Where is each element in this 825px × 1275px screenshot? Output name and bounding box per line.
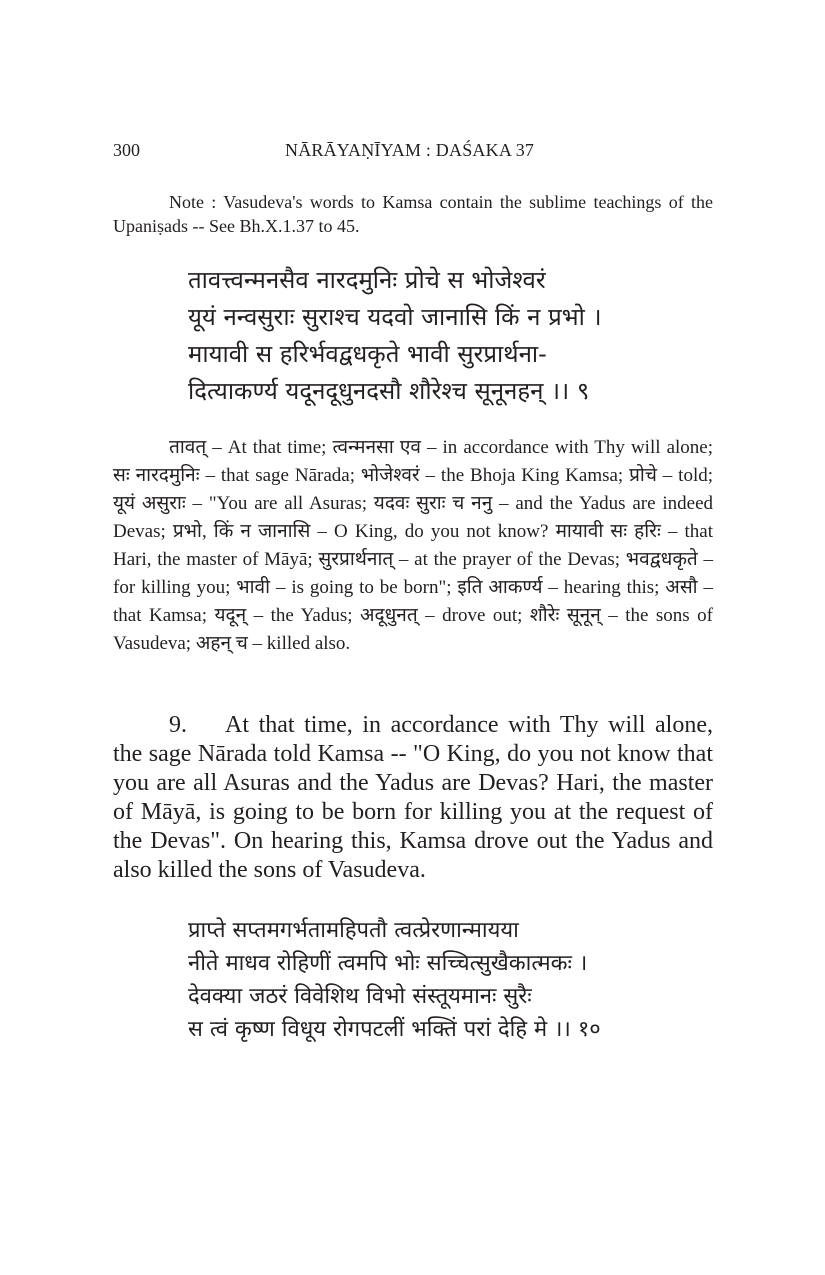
running-title: NĀRĀYAṆĪYAM : DAŚAKA 37 <box>285 140 535 160</box>
page-number: 300 <box>113 140 140 160</box>
verse-line: देवक्या जठरं विवेशिथ विभो संस्तूयमानः सुरैः <box>188 984 532 1009</box>
verse-line: तावत्त्वन्मनसैव नारदमुनिः प्रोचे स भोजेश्वरं <box>188 266 546 294</box>
translation-text: At that time, in accordance with Thy will alone, the sage Nārada told Kamsa -- "O King, do you not know that you are all Asuras and the Yadus are Devas? Hari, the master of Māyā, is going to be born for killing you at the request of the Devas". On hearing this, Kamsa drove out the Yadus and also killed the sons of Vasudeva. <box>113 712 713 883</box>
sanskrit-verse-10 <box>188 914 748 1046</box>
verse-line: स त्वं कृष्ण विधूय रोगपटलीं भक्तिं परां देहि मे ।। १० <box>188 1017 601 1042</box>
translation-paragraph <box>113 711 713 885</box>
note-paragraph: Note : Vasudeva's words to Kamsa contain the sublime teachings of the Upaniṣads -- See Bh.X.1.37 to 45. <box>113 192 713 236</box>
page-header <box>113 140 713 164</box>
verse-line: मायावी स हरिर्भवद्वधकृते भावी सुरप्रार्थना- <box>188 340 547 368</box>
sanskrit-verse-9 <box>188 262 748 410</box>
verse-line: प्राप्ते सप्तमगर्भतामहिपतौ त्वत्प्रेरणान्मायया <box>188 918 519 943</box>
verse-line: यूयं नन्वसुराः सुराश्च यदवो जानासि किं न प्रभो । <box>188 303 602 331</box>
verse-line: दित्याकर्ण्य यदूनदूधुनदसौ शौरेश्च सूनूनहन् ।। ९ <box>188 377 590 405</box>
verse-number: 9. <box>169 712 187 738</box>
word-meaning-paragraph: तावत् – At that time; त्वन्मनसा एव – in accordance with Thy will alone; सः नारदमुनिः – that sage Nārada; भोजेश्वरं – the Bhoja King Kamsa; प्रोचे – told; यूयं असुराः – "You are all Asuras; यदवः सुराः च ननु – and the Yadus are indeed Devas; प्रभो, किं न जानासि – O King, do you not know? मायावी सः हरिः – that Hari, the master of Māyā; सुरप्रार्थनात् – at the prayer of the Devas; भवद्वधकृते – for killing you; भावी – is going to be born"; इति आकर्ण्य – hearing this; असौ – that Kamsa; यदून् – the Yadus; अदूधुनत् – drove out; शौरेः सूनून् – the sons of Vasudeva; अहन् च – killed also. <box>113 437 713 654</box>
verse-line: नीते माधव रोहिणीं त्वमपि भोः सच्चित्सुखैकात्मकः । <box>188 951 588 976</box>
